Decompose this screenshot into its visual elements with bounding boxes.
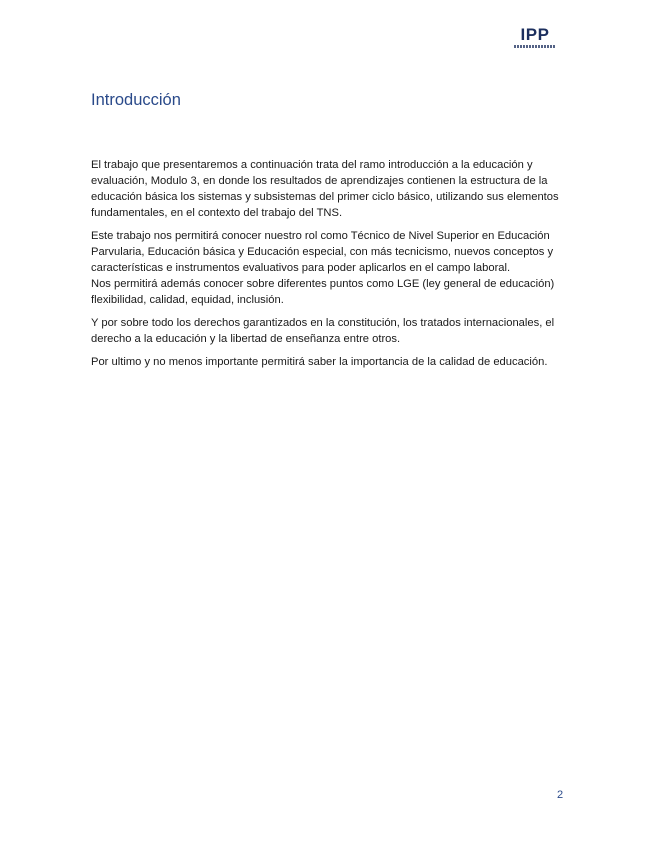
paragraph-4: Por ultimo y no menos importante permitirá saber la importancia de la calidad de educación.: [91, 356, 548, 368]
ipp-logo: [514, 26, 556, 50]
logo-text: IPP: [520, 25, 550, 44]
paragraph-3: Y por sobre todo los derechos garantizados en la constitución, los tratados internacionales, el derecho a la educación y la libertad de enseñanza entre otros.: [91, 317, 555, 345]
logo-tagline-mark: [514, 45, 556, 48]
document-body: [91, 157, 566, 377]
paragraph-1: El trabajo que presentaremos a continuación trata del ramo introducción a la educación y evaluación, Modulo 3, en donde los resultados de aprendizajes contienen la estructura de la educación básica los sistemas y subsistemas del primer ciclo básico, utilizando sus elementos fundamentales, en el contexto del trabajo del TNS.: [91, 159, 559, 219]
page-title: Introducción: [91, 91, 181, 109]
paragraph-2: Este trabajo nos permitirá conocer nuestro rol como Técnico de Nivel Superior en Educación Parvularia, Educación básica y Educación especial, con más tecnicismo, nuevos conceptos y características e instrumentos evaluativos para poder aplicarlos en el campo laboral. Nos permitirá además conocer sobre diferentes puntos como LGE (ley general de educación) flexibilidad, calidad, equidad, inclusión.: [91, 230, 555, 306]
page-number: 2: [557, 789, 564, 801]
